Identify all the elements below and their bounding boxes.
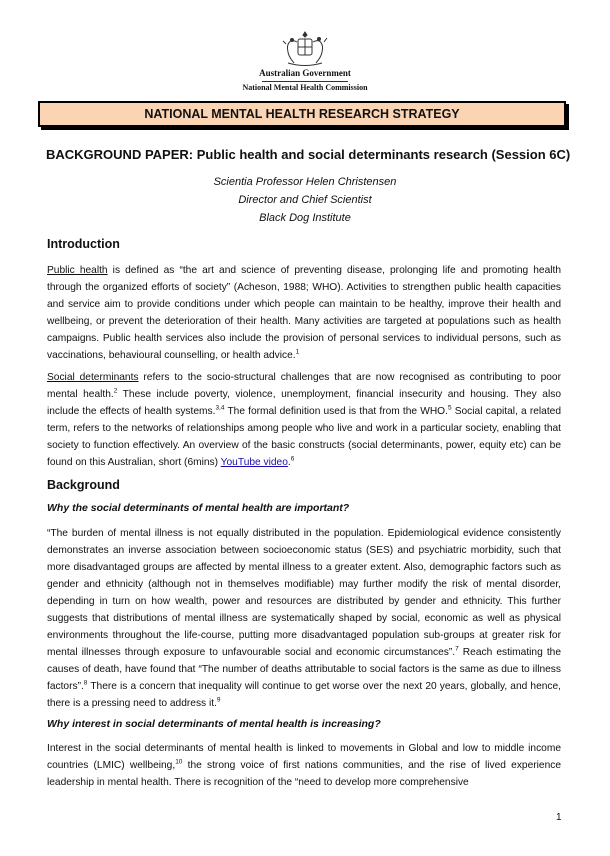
coat-of-arms-icon	[280, 30, 330, 68]
paragraph-text: .	[287, 457, 291, 468]
footnote-ref: 9	[216, 696, 221, 704]
paper-title: BACKGROUND PAPER: Public health and social determinants research (Session 6C)	[46, 147, 571, 162]
footnote-ref: 3,4	[215, 404, 225, 412]
paragraph-text: Reach estimating the causes of death, have found that “The number of deaths attributable to social factors is the same as due to illness factors”.	[47, 647, 561, 692]
term-social-determinants: Social determinants	[47, 372, 139, 383]
paragraph-text: Social capital, a related term, refers to the networks of relationships among people who live and work in a particular society, enabling that society to function effectively. An overview of the basic constructs (social determinants, power, equity etc) can be found on this Australian, short (6mins)	[47, 406, 561, 468]
paragraph-text: refers to the socio-structural challenges that are now recognised as contributing to poor mental health.	[47, 372, 561, 400]
footnote-ref: 1	[295, 348, 300, 356]
introduction-heading: Introduction	[47, 237, 120, 251]
term-public-health: Public health	[47, 265, 108, 276]
paragraph-text: the strong voice of first nations communities, and the rise of lived experience leadership in mental health. There is recognition of the “need to develop more comprehensive	[47, 760, 561, 788]
page-number: 1	[556, 812, 562, 823]
strategy-title-banner: NATIONAL MENTAL HEALTH RESEARCH STRATEGY	[38, 101, 566, 127]
footnote-ref: 6	[290, 455, 295, 463]
social-determinants-paragraph	[47, 369, 561, 471]
footnote-ref: 7	[455, 645, 459, 653]
author-name: Scientia Professor Helen Christensen	[213, 176, 397, 188]
paragraph-text: is defined as “the art and science of preventing disease, prolonging life and promoting health through the organized efforts of society” (Acheson, 1988; WHO). Activities to strengthen public health capacities and service aim to provide conditions under which people can maintain to be healthy, improve their health and wellbeing, or prevent the deterioration of their health. Many activities are targeted at populations such as health campaigns. Public health services also include the provision of personal services to individual persons, such as vaccinations, behavioural counselling, or health advice.	[47, 265, 561, 361]
paragraph-text: Interest in the social determinants of mental health is linked to movements in Global and low to middle income countries (LMIC) wellbeing,	[47, 743, 561, 771]
paragraph-text: “The burden of mental illness is not equally distributed in the population. Epidemiological evidence consistently demonstrates an inverse association between socioeconomic status (SES) and psychiatric morbidity, such that more disadvantaged groups are affected by mental illness to a greater extent. Also, demographic factors such as gender and ethnicity (although not in themselves modifiable) may further modify the risk of mental disorder, depending in turn on how wealth, power and resources are distributed by gender and ethnicity. This further suggests that distributions of mental illness are systematically shaped by social, economic as well as physical environments throughout the life-course, putting more disadvantaged population sub-groups at greater risk for mental illnesses through exposure to unfavourable social and economic circumstances”.	[47, 528, 561, 658]
youtube-video-link[interactable]: YouTube video	[220, 457, 288, 468]
burden-paragraph	[47, 525, 561, 712]
question-interest: Why interest in social determinants of mental health is increasing?	[47, 718, 381, 730]
footnote-ref: 8	[83, 679, 88, 687]
public-health-paragraph	[47, 262, 561, 364]
author-role: Director and Chief Scientist	[238, 194, 372, 206]
letterhead-divider	[262, 81, 348, 82]
letterhead-org: Australian Government	[259, 68, 351, 78]
footnote-ref: 2	[113, 387, 118, 395]
background-heading: Background	[47, 478, 120, 492]
paragraph-text: The formal definition used is that from the WHO.	[224, 406, 448, 417]
paragraph-text: There is a concern that inequality will continue to get worse over the next 20 years, globally, and hence, there is a pressing need to address it.	[47, 681, 561, 709]
letterhead-commission: National Mental Health Commission	[242, 83, 368, 92]
footnote-ref: 10	[175, 758, 183, 766]
paragraph-text: These include poverty, violence, unemployment, financial insecurity and housing. They also include the effects of health systems.	[47, 389, 561, 417]
interest-paragraph	[47, 740, 561, 791]
question-importance: Why the social determinants of mental health are important?	[47, 502, 350, 514]
author-org: Black Dog Institute	[259, 212, 351, 224]
footnote-ref: 5	[447, 404, 452, 412]
